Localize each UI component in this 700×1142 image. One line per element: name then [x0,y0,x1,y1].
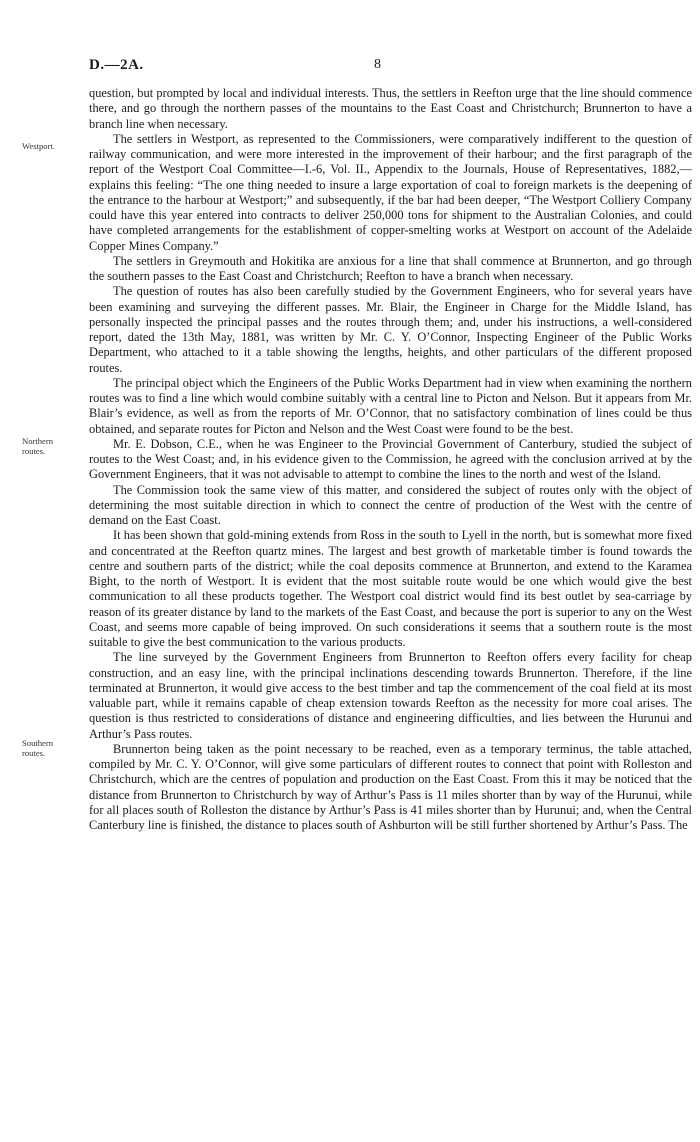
paragraph: The question of routes has also been carefully studied by the Government Engineers, who for several years have been examining and surveying the different passes. Mr. Blair, the Engineer in Charge for the Middle Island, has personally inspected the principal passes and the routes through them; and, under his instructions, a well-considered report, dated the 13th May, 1881, was written by Mr. C. Y. O’Connor, Inspecting Engineer of the Public Works Department, who attached to it a table showing the lengths, heights, and other particulars of the different proposed routes. [89,284,692,375]
margin-note-northern-routes: Northern routes. [22,436,54,456]
paragraph: Mr. E. Dobson, C.E., when he was Engineer to the Provincial Government of Canterbury, studied the subject of routes to the West Coast; and, in his evidence given to the Commission, he agreed with the conclusion arrived at by the Government Engineers, that it was not advisable to attempt to combine the lines to the north and west of the Island. [89,436,692,482]
page-header [0,57,700,77]
margin-note-southern-routes: Southern routes. [22,738,54,758]
paragraph: The principal object which the Engineers of the Public Works Department had in view when examining the northern routes was to find a line which would combine suitably with a central line to Picton and Nelson. But it appears from Mr. Blair’s evidence, as well as from the reports of Mr. O’Connor, that no satisfactory combination of lines could be thus obtained, and separate routes for Picton and Nelson and the West Coast were found to be the best. [89,375,692,436]
paragraph: The Commission took the same view of this matter, and considered the subject of routes only with the object of determining the most suitable direction in which to connect the centre of production of the West with the centre of demand on the East Coast. [89,482,692,527]
paragraph: The settlers in Greymouth and Hokitika are anxious for a line that shall commence at Brunnerton, and go through the southern passes to the East Coast and Christchurch; Reefton to have a branch when necessary. [89,253,692,283]
body-text [89,86,692,833]
paragraph: The line surveyed by the Government Engineers from Brunnerton to Reefton offers every facility for cheap construction, and an easy line, with the principal inclinations descending towards Brunnerton. Therefore, if the line terminated at Brunnerton, it would give access to the best timber and tap the commencement of the coal field at its most valuable part, while it remains capable of cheap extension towards Reefton as the necessity for more coal arises. The question is thus restricted to considerations of distance and engineering difficulties, and lies between the Hurunui and Arthur’s Pass routes. [89,650,692,741]
paragraph: It has been shown that gold-mining extends from Ross in the south to Lyell in the north, but is somewhat more fixed and concentrated at the Reefton quartz mines. The largest and best growth of marketable timber is found towards the centre and southern parts of the district; while the coal deposits commence at Brunnerton, and extend to the Karamea Bight, to the north of Westport. It is evident that the most suitable route would be one which would give the best communication to all these products together. The Westport coal district would find its best outlet by sea-carriage by reason of its greater distance by land to the markets of the East Coast, and because the port is superior to any on the West Coast, and seems more capable of being improved. On such considerations it seems that a southern route is the most suitable to give the best communication to the various products. [89,528,692,649]
page-number: 8 [374,57,381,72]
paragraph: The settlers in Westport, as represented to the Commissioners, were comparatively indifferent to the question of railway communication, and were more interested in the improvement of their harbour; and the first paragraph of the report of the Westport Coal Committee—I.-6, Vol. II., Appendix to the Journals, House of Representatives, 1882,—explains this feeling: “The one thing needed to insure a large exportation of coal to foreign markets is the deepening of the entrance to the harbour at Westport;” and subsequently, if the bar had been deeper, “The Westport Colliery Company could have this year entered into contracts to deliver 250,000 tons for shipment to the Australian Colonies, and could have completed arrangements for the establishment of copper-smelting works at Westport on account of the Adelaide Copper Mines Company.” [89,131,692,253]
paragraph: Brunnerton being taken as the point necessary to be reached, even as a temporary terminus, the table attached, compiled by Mr. C. Y. O’Connor, will give some particulars of different routes to connect that point with Rolleston and Christchurch, which are the centres of population and production on the East Coast. From this it may be noticed that the distance from Brunnerton to Christchurch by way of Arthur’s Pass is 11 miles shorter than by way of the Hurunui, while for all places south of Rolleston the distance by Arthur’s Pass is 41 miles shorter than by Hurunui; and, when the Central Canterbury line is finished, the distance to places south of Ashburton will be still further shortened by Arthur’s Pass. The [89,741,692,832]
paragraph: question, but prompted by local and individual interests. Thus, the settlers in Reefton urge that the line should commence there, and go through the northern passes of the mountains to the East Coast and Christchurch; Brunnerton to have a branch line when necessary. [89,86,692,131]
margin-note-westport: Westport. [22,141,55,151]
document-reference: D.—2A. [89,57,144,73]
